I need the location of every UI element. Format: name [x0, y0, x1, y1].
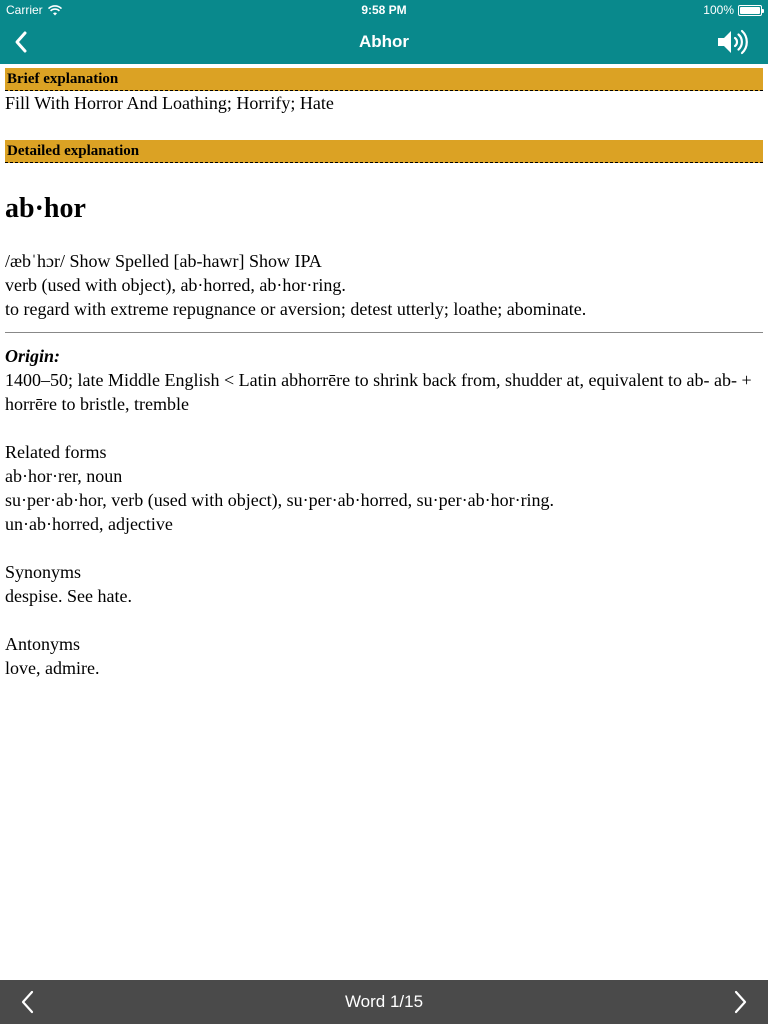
detailed-explanation-header: Detailed explanation [5, 140, 763, 163]
related-forms-label: Related forms [5, 442, 107, 462]
synonyms-text: despise. See hate. [5, 586, 132, 606]
antonyms-label: Antonyms [5, 634, 81, 654]
divider [5, 332, 763, 333]
brief-explanation-text: Fill With Horror And Loathing; Horrify; Hate [5, 93, 334, 113]
next-word-icon[interactable] [726, 988, 754, 1016]
definition: to regard with extreme repugnance or aversion; detest utterly; loathe; abominate. [5, 299, 587, 319]
origin-text: 1400–50; late Middle English < Latin abhorrēre to shrink back from, shudder at, equivalent to ab- ab- + horrēre to bristle, tremble [5, 370, 752, 414]
bottom-toolbar [0, 980, 768, 1024]
status-right [703, 3, 762, 17]
related-form-item: ab·hor·rer, noun [5, 466, 123, 486]
pronunciation: /æbˈhɔr/ Show Spelled [ab-hawr] Show IPA [5, 251, 322, 271]
top-bar [0, 0, 768, 64]
related-form-item: un·ab·horred, adjective [5, 514, 173, 534]
speaker-icon[interactable] [716, 28, 750, 56]
pronunciation-block [5, 249, 763, 321]
status-time: 9:58 PM [361, 3, 407, 17]
battery-percent: 100% [703, 3, 734, 17]
origin-label: Origin: [5, 346, 61, 366]
status-bar [0, 0, 768, 20]
battery-icon [738, 5, 762, 16]
brief-explanation-header: Brief explanation [5, 68, 763, 91]
content [5, 68, 763, 680]
part-of-speech: verb (used with object), ab·horred, ab·hor·ring. [5, 275, 346, 295]
carrier-label: Carrier [6, 3, 43, 17]
word-counter: Word 1/15 [344, 992, 424, 1011]
synonyms-label: Synonyms [5, 562, 82, 582]
page-title: Abhor [358, 32, 410, 51]
antonyms-text: love, admire. [5, 658, 100, 678]
headword: ab·hor [5, 193, 86, 224]
related-form-item: su·per·ab·hor, verb (used with object), su·per·ab·horred, su·per·ab·hor·ring. [5, 490, 555, 510]
nav-bar [0, 20, 768, 64]
